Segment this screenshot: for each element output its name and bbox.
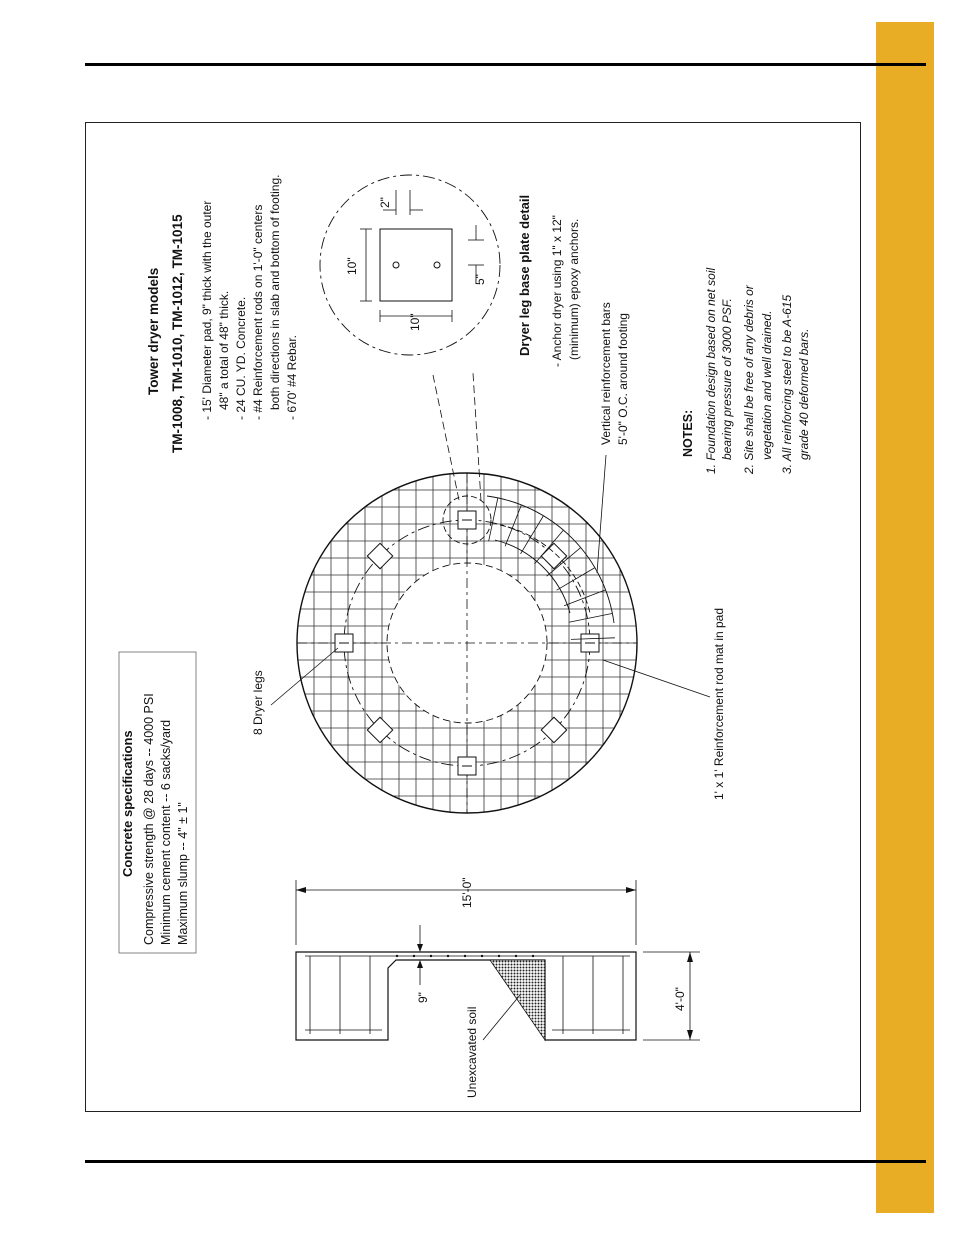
tower-notes	[200, 175, 299, 420]
svg-text:bearing pressure of 3000 PSF.: bearing pressure of 3000 PSF.	[720, 298, 734, 460]
dryer-leg	[541, 543, 566, 568]
dryer-leg	[458, 757, 476, 775]
dryer-leg	[458, 511, 476, 529]
dryer-legs-label: 8 Dryer legs	[251, 670, 265, 735]
svg-text:grade 40 deformed bars.: grade 40 deformed bars.	[797, 328, 811, 460]
dim-5in: 5"	[473, 274, 487, 285]
dryer-leg	[541, 717, 566, 742]
svg-text:(minimum) epoxy anchors.: (minimum) epoxy anchors.	[567, 218, 581, 360]
svg-text:2. Site shall be free of any d: 2. Site shall be free of any debris or	[742, 285, 756, 474]
dryer-leg	[367, 543, 392, 568]
svg-text:- Anchor dryer using 1" x 12": - Anchor dryer using 1" x 12"	[550, 215, 564, 367]
svg-text:Minimum cement content -- 6 sa: Minimum cement content -- 6 sacks/yard	[159, 719, 173, 945]
svg-text:Maximum slump -- 4" ± 1": Maximum slump -- 4" ± 1"	[176, 802, 190, 945]
dryer-leg	[581, 634, 599, 652]
svg-text:- 24 CU. YD. Concrete.: - 24 CU. YD. Concrete.	[234, 296, 248, 420]
dim-2in: 2"	[378, 197, 392, 208]
svg-text:both directions in slab and bo: both directions in slab and bottom of footing.	[268, 174, 282, 410]
svg-text:3. All reinforcing steel to be: 3. All reinforcing steel to be A-615	[780, 294, 794, 474]
svg-text:- 670' #4 Rebar.: - 670' #4 Rebar.	[285, 334, 299, 420]
depth-dim-label: 4'-0"	[673, 987, 687, 1011]
svg-text:- 15' Diameter pad, 9" thick w: - 15' Diameter pad, 9" thick with the outer	[200, 200, 214, 420]
dryer-leg	[367, 717, 392, 742]
pad-cross-section	[296, 880, 700, 1040]
svg-text:- #4 Reinforcement rods on 1'-: - #4 Reinforcement rods on 1'-0" centers	[251, 204, 265, 420]
svg-text:48" a total of 48" thick.: 48" a total of 48" thick.	[217, 290, 231, 410]
base-plate-title: Dryer leg base plate detail	[517, 194, 532, 356]
concrete-title: Concrete specifications	[120, 730, 135, 877]
dim-10in-side: 10"	[345, 257, 359, 275]
dim-10in-bottom: 10"	[408, 313, 422, 331]
svg-text:Vertical reinforcement bars: Vertical reinforcement bars	[599, 302, 613, 445]
tower-models: TM-1008, TM-1010, TM-1012, TM-1015	[170, 214, 185, 453]
svg-text:Compressive strength @ 28 days: Compressive strength @ 28 days -- 4000 PSI	[142, 693, 156, 945]
svg-text:5'-0" O.C. around footing: 5'-0" O.C. around footing	[616, 313, 630, 445]
tower-title: Tower dryer models	[146, 267, 161, 395]
general-notes	[704, 268, 811, 475]
pad-plan-view	[297, 373, 637, 813]
rod-mat-label: 1' x 1' Reinforcement rod mat in pad	[712, 607, 726, 800]
slab-dim-label: 9"	[416, 992, 430, 1003]
width-dim-label: 15'-0"	[460, 877, 474, 908]
notes-title: NOTES:	[681, 409, 695, 457]
svg-text:vegetation and well drained.: vegetation and well drained.	[760, 310, 774, 460]
svg-text:1. Foundation design based on: 1. Foundation design based on net soil	[704, 267, 718, 474]
base-plate-notes	[550, 215, 581, 367]
unexcavated-soil-label: Unexcavated soil	[465, 1006, 479, 1098]
vertical-bars-label	[599, 302, 630, 445]
dryer-leg	[335, 634, 353, 652]
